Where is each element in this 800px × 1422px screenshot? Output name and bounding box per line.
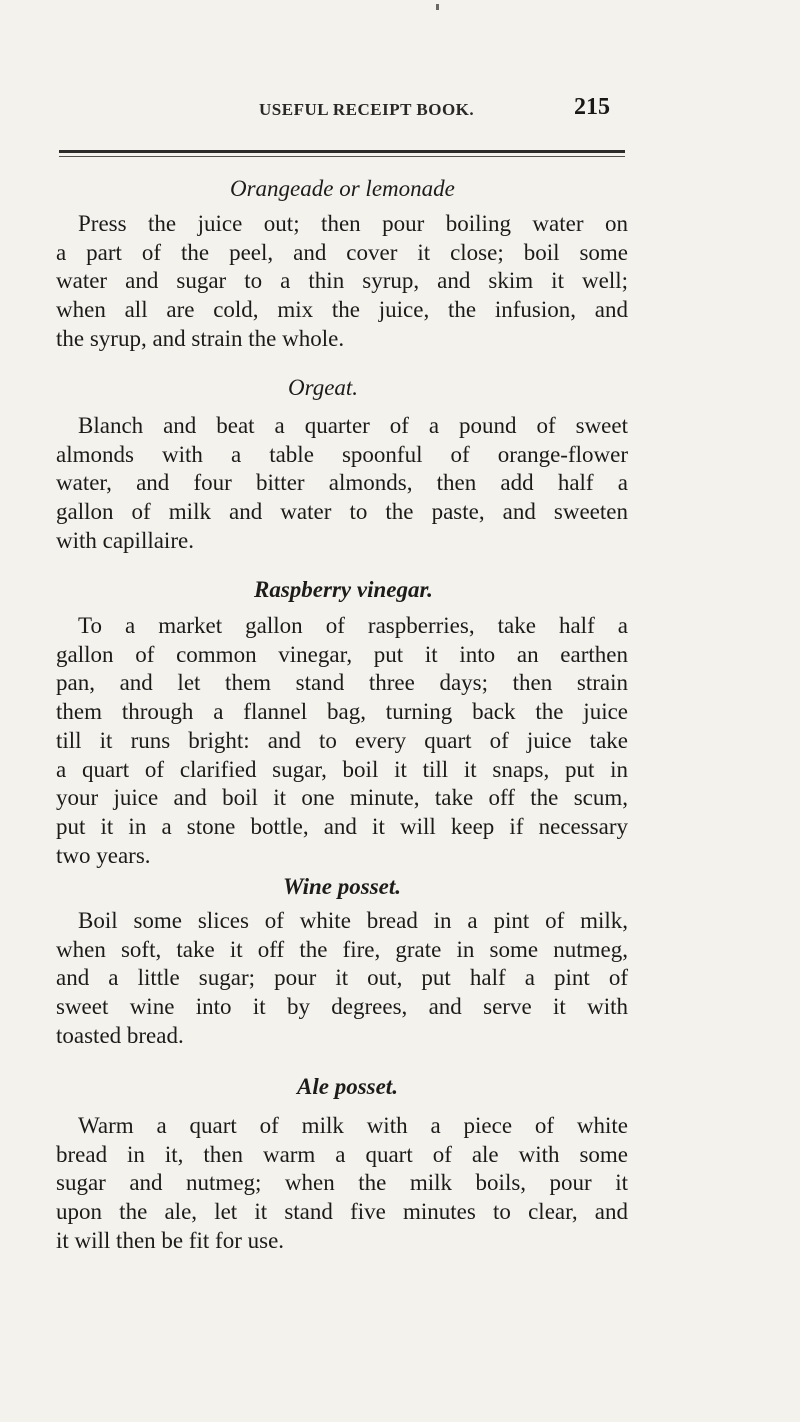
recipe-line: To a market gallon of raspberries, take half a <box>78 613 628 638</box>
recipe-line: put it in a stone bottle, and it will keep if necessary <box>56 813 628 839</box>
recipe-line: a part of the peel, and cover it close; boil some <box>56 239 628 265</box>
recipe-line: upon the ale, let it stand five minutes to clear, and <box>56 1199 628 1225</box>
recipe-line: toasted bread. <box>56 1022 184 1048</box>
recipe-title-orangeade: Orangeade or lemonade <box>230 176 455 201</box>
recipe-line: pan, and let them stand three days; then strain <box>56 670 628 696</box>
recipe-line: water, and four bitter almonds, then add half a <box>56 470 628 496</box>
recipe-line: your juice and boil it one minute, take off the scum, <box>56 785 628 811</box>
recipe-line: Boil some slices of white bread in a pint of milk, <box>78 908 628 933</box>
recipe-line: till it runs bright: and to every quart of juice take <box>56 727 628 753</box>
recipe-line: gallon of common vinegar, put it into an earthen <box>56 641 628 667</box>
page-number: 215 <box>574 94 610 120</box>
recipe-line: bread in it, then warm a quart of ale with some <box>56 1141 628 1167</box>
recipe-body-orgeat <box>56 412 628 556</box>
recipe-title-orgeat: Orgeat. <box>288 375 359 400</box>
recipe-body-raspberry-vinegar <box>56 612 628 870</box>
recipe-line: and a little sugar; pour it out, put half a pint of <box>56 965 628 991</box>
header-rule-thin <box>59 156 625 157</box>
recipe-line: sweet wine into it by degrees, and serve it with <box>56 994 628 1020</box>
recipe-line: gallon of milk and water to the paste, and sweeten <box>56 499 628 525</box>
recipe-title-ale-posset: Ale posset. <box>297 1074 398 1099</box>
recipe-line: Blanch and beat a quarter of a pound of sweet <box>78 413 628 438</box>
recipe-line: a quart of clarified sugar, boil it till it snaps, put in <box>56 756 628 782</box>
recipe-line: Press the juice out; then pour boiling water on <box>78 211 628 236</box>
running-head: USEFUL RECEIPT BOOK. <box>259 100 475 119</box>
recipe-body-wine-posset <box>56 907 628 1051</box>
recipe-line: when all are cold, mix the juice, the infusion, and <box>56 297 628 323</box>
recipe-line: sugar and nutmeg; when the milk boils, pour it <box>56 1170 628 1196</box>
recipe-line: Warm a quart of milk with a piece of white <box>78 1113 628 1138</box>
recipe-body-ale-posset <box>56 1112 628 1256</box>
recipe-title-wine-posset: Wine posset. <box>283 874 401 899</box>
recipe-line: two years. <box>56 842 151 868</box>
recipe-line: water and sugar to a thin syrup, and skim it well; <box>56 268 628 294</box>
recipe-line: when soft, take it off the fire, grate in some nutmeg, <box>56 936 628 962</box>
recipe-line: the syrup, and strain the whole. <box>56 325 345 351</box>
recipe-line: them through a flannel bag, turning back the juice <box>56 699 628 725</box>
print-speck <box>436 4 439 10</box>
recipe-line: it will then be fit for use. <box>56 1227 285 1253</box>
header-rule <box>59 150 625 153</box>
recipe-line: with capillaire. <box>56 527 194 553</box>
recipe-body-orangeade <box>56 210 628 354</box>
recipe-line: almonds with a table spoonful of orange-flower <box>56 441 628 467</box>
recipe-title-raspberry-vinegar: Raspberry vinegar. <box>254 577 433 602</box>
